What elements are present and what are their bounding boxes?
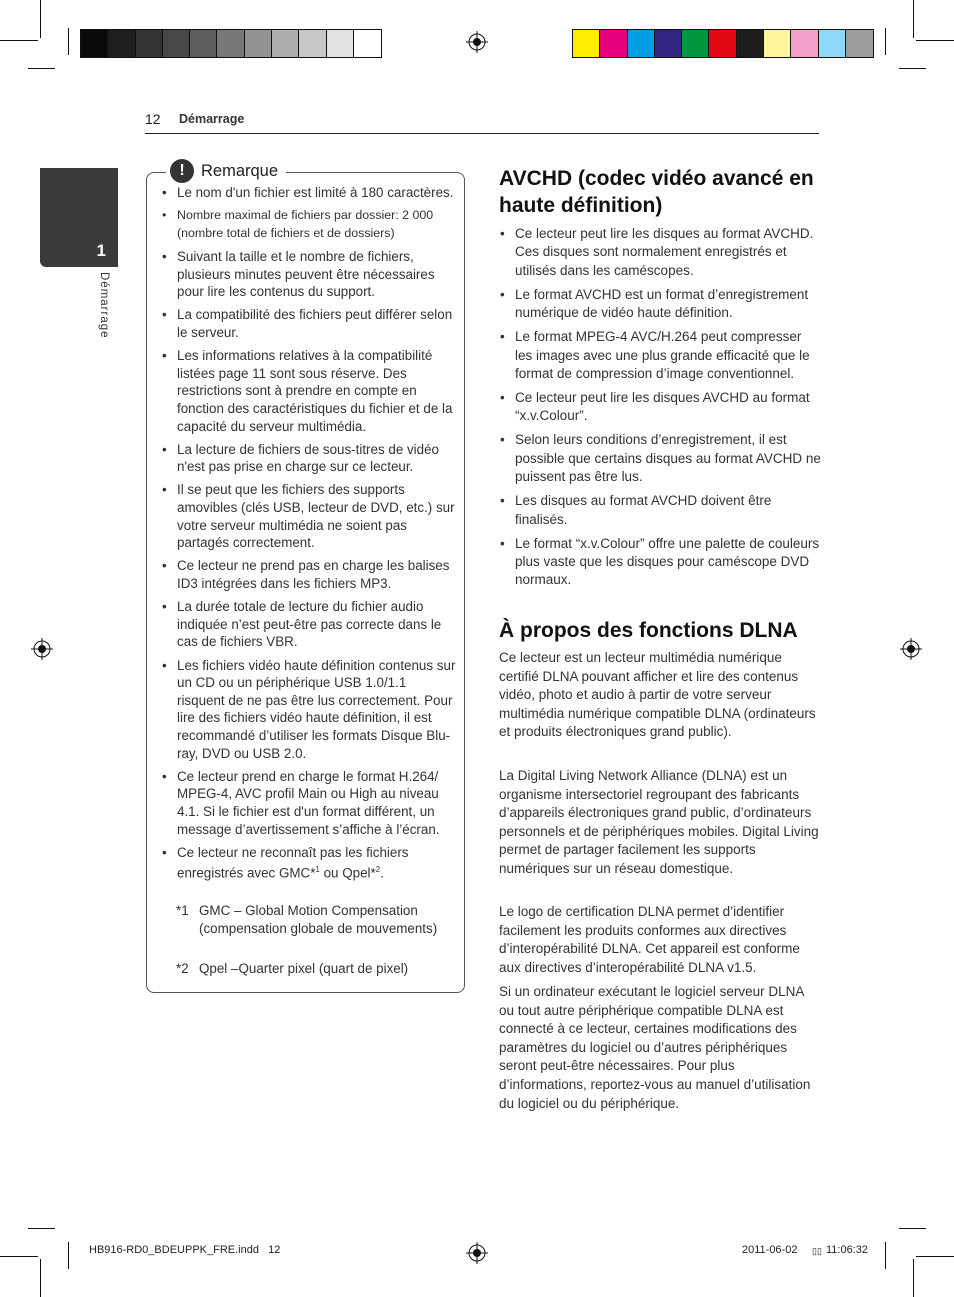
color-swatch <box>846 30 873 57</box>
footnote-text: GMC – Global Motion Compensation (compensation globale de mouvements) <box>199 903 438 936</box>
list-item <box>160 844 456 883</box>
color-swatch <box>573 30 600 57</box>
chapter-side-label: Démarrage <box>98 272 110 339</box>
chapter-number: 1 <box>96 241 106 260</box>
registration-mark-right <box>900 638 922 660</box>
color-swatch <box>682 30 709 57</box>
crop-mark-bottom-left-v <box>40 1259 41 1297</box>
registration-mark-top <box>466 31 488 53</box>
crop-mark-top-right-v2 <box>885 28 886 55</box>
crop-mark-bottom-left-v2 <box>68 1242 69 1269</box>
color-swatch <box>217 30 244 57</box>
page-number: 12 <box>145 111 161 127</box>
dlna-paragraph-4: Si un ordinateur exécutant le logiciel serveur DLNA ou tout autre périphérique compatible DLNA est connecté à ce lecteur, certaines modifications des paramètres du logiciel ou d’autres périphériques seront peut-être nécessaires. Pour plus d’informations, reportez-vous au manuel d’utilisation du logiciel ou du périphérique. <box>499 984 811 1111</box>
dlna-paragraph-3: Le logo de certification DLNA permet d’identifier facilement les produits conformes aux directives d’interopérabilité DLNA. Cet appareil est conforme aux directives d’interopérabilité DLNA v1.5. <box>499 904 800 975</box>
chapter-tab <box>40 168 118 267</box>
note-list <box>160 184 456 888</box>
list-item: • Le format “x.v.Colour” offre une palette de couleurs plus vaste que les disques pour caméscope DVD normaux. <box>499 535 821 590</box>
list-item: • La durée totale de lecture du fichier audio indiquée n’est peut-être pas correcte dans le cas de fichiers VBR. <box>160 598 456 651</box>
registration-mark-left <box>31 638 53 660</box>
exclamation-icon: ! <box>170 159 194 183</box>
slug-filename: HB916-RD0_BDEUPPK_FRE.indd 12 <box>89 1244 281 1256</box>
color-swatch <box>709 30 736 57</box>
dlna-heading: À propos des fonctions DLNA <box>499 619 798 642</box>
color-swatch <box>354 30 381 57</box>
color-swatch <box>81 30 108 57</box>
crop-mark-top-right-h <box>916 40 954 41</box>
footnote-ref-1: 1 <box>315 865 320 875</box>
crop-mark-bottom-right-h <box>916 1256 954 1257</box>
crop-mark-bottom-left-h <box>0 1256 38 1257</box>
color-swatch <box>737 30 764 57</box>
crop-mark-bottom-right-v <box>913 1259 914 1297</box>
slug-glyph: ▯▯ <box>812 1246 822 1256</box>
crop-mark-top-left-h <box>0 40 38 41</box>
note-title: Remarque <box>201 161 279 180</box>
list-item: • Ce lecteur peut lire les disques au format AVCHD. Ces disques sont normalement enregistrés et utilisés dans les caméscopes. <box>499 225 821 280</box>
running-header-section: Démarrage <box>179 112 245 126</box>
crop-mark-bottom-right-h2 <box>899 1228 926 1229</box>
color-swatch <box>190 30 217 57</box>
list-item: • Ce lecteur peut lire les disques AVCHD au format “x.v.Colour”. <box>499 389 821 426</box>
color-swatch <box>163 30 190 57</box>
crop-mark-bottom-left-h2 <box>28 1228 55 1229</box>
color-swatch <box>819 30 846 57</box>
list-item: • Ce lecteur ne prend pas en charge les balises ID3 intégrées dans les fichiers MP3. <box>160 557 456 592</box>
list-item: • Il se peut que les fichiers des supports amovibles (clés USB, lecteur de DVD, etc.) sur votre serveur multimédia ne soient pas partagés correctement. <box>160 481 456 551</box>
color-swatch <box>764 30 791 57</box>
dlna-paragraph-2: La Digital Living Network Alliance (DLNA) est un organisme intersectoriel regroupant des fabricants d’appareils électroniques grand public, d’ordinateurs personnels et de périphériques mobiles. Digital Living permet de partager facilement les supports numériques sur un réseau domestique. <box>499 768 819 876</box>
footnote-text: Qpel –Quarter pixel (quart de pixel) <box>199 961 409 976</box>
slug-time: 11:06:32 <box>826 1244 869 1256</box>
avchd-list <box>499 225 821 595</box>
list-item: • Le format MPEG-4 AVC/H.264 peut compresser les images avec une plus grande efficacité que le format de compression d’image conventionnel. <box>499 328 821 383</box>
list-item: • Les disques au format AVCHD doivent être finalisés. <box>499 492 821 529</box>
crop-mark-top-left-v2 <box>68 28 69 55</box>
color-swatch <box>791 30 818 57</box>
list-item: • La compatibilité des fichiers peut différer selon le serveur. <box>160 306 456 341</box>
crop-mark-top-left-h2 <box>28 68 55 69</box>
list-item: • Le nom d'un fichier est limité à 180 caractères. <box>160 184 456 202</box>
color-swatch <box>299 30 326 57</box>
footnote-key: *1 <box>176 903 189 918</box>
registration-mark-bottom <box>466 1242 488 1264</box>
list-item-text: Ce lecteur ne reconnaît pas les fichiers enregistrés avec GMC* <box>177 844 409 881</box>
color-swatch <box>628 30 655 57</box>
crop-mark-top-right-v <box>913 0 914 38</box>
list-item: • Nombre maximal de fichiers par dossier: 2 000 (nombre total de fichiers et de dossiers) <box>160 207 456 242</box>
crop-mark-top-right-h2 <box>899 68 926 69</box>
list-item: • Les fichiers vidéo haute définition contenus sur un CD ou un périphérique USB 1.0/1.1 risquent de ne pas être lus correctement. Pour lire des fichiers vidéo haute définition, il est recommandé d’utiliser les formats Disque Blu-ray, DVD ou USB 2.0. <box>160 657 456 763</box>
avchd-heading: AVCHD (codec vidéo avancé en haute définition) <box>499 167 814 217</box>
footnote-ref-2: 2 <box>375 865 381 875</box>
color-swatch <box>327 30 354 57</box>
header-rule <box>145 133 819 134</box>
list-item-text-end: . <box>380 865 384 881</box>
color-swatch <box>272 30 299 57</box>
color-swatch <box>136 30 163 57</box>
list-item: • Selon leurs conditions d’enregistrement, il est possible que certains disques au format AVCHD ne puissent pas être lus. <box>499 431 821 486</box>
dlna-paragraph-1: Ce lecteur est un lecteur multimédia numérique certifié DLNA pouvant afficher et lire des contenus vidéo, photo et audio à partir de votre serveur multimédia numérique compatible DLNA (ordinateurs et produits électroniques grand public). <box>499 650 816 740</box>
list-item: • Les informations relatives à la compatibilité listées page 11 sont sous réserve. Des restrictions sont à prendre en compte en fonction des caractéristiques du fichier et de la capacité du serveur multimédia. <box>160 347 456 435</box>
color-swatch <box>108 30 135 57</box>
list-item: • Suivant la taille et le nombre de fichiers, plusieurs minutes peuvent être nécessaires pour lire les contenus du support. <box>160 248 456 301</box>
list-item: • Le format AVCHD est un format d’enregistrement numérique de vidéo haute définition. <box>499 286 821 323</box>
color-swatch <box>600 30 627 57</box>
crop-mark-top-left-v <box>40 0 41 38</box>
footnote-key: *2 <box>176 961 189 976</box>
crop-mark-bottom-right-v2 <box>885 1242 886 1269</box>
color-swatch <box>245 30 272 57</box>
gray-scale-bar <box>80 29 382 58</box>
note-header <box>166 158 286 184</box>
color-swatch <box>655 30 682 57</box>
list-item: • La lecture de fichiers de sous-titres de vidéo n'est pas prise en charge sur ce lecteur. <box>160 441 456 476</box>
list-item-text-mid: ou Qpel* <box>319 865 376 881</box>
slug-date: 2011-06-02 <box>742 1244 798 1256</box>
color-calibration-bar <box>572 29 874 58</box>
list-item: • Ce lecteur prend en charge le format H.264/ MPEG-4, AVC profil Main ou High au niveau 4.1. Si le fichier est d'un format différent, un message d’avertissement s’affiche à l’écran. <box>160 768 456 838</box>
